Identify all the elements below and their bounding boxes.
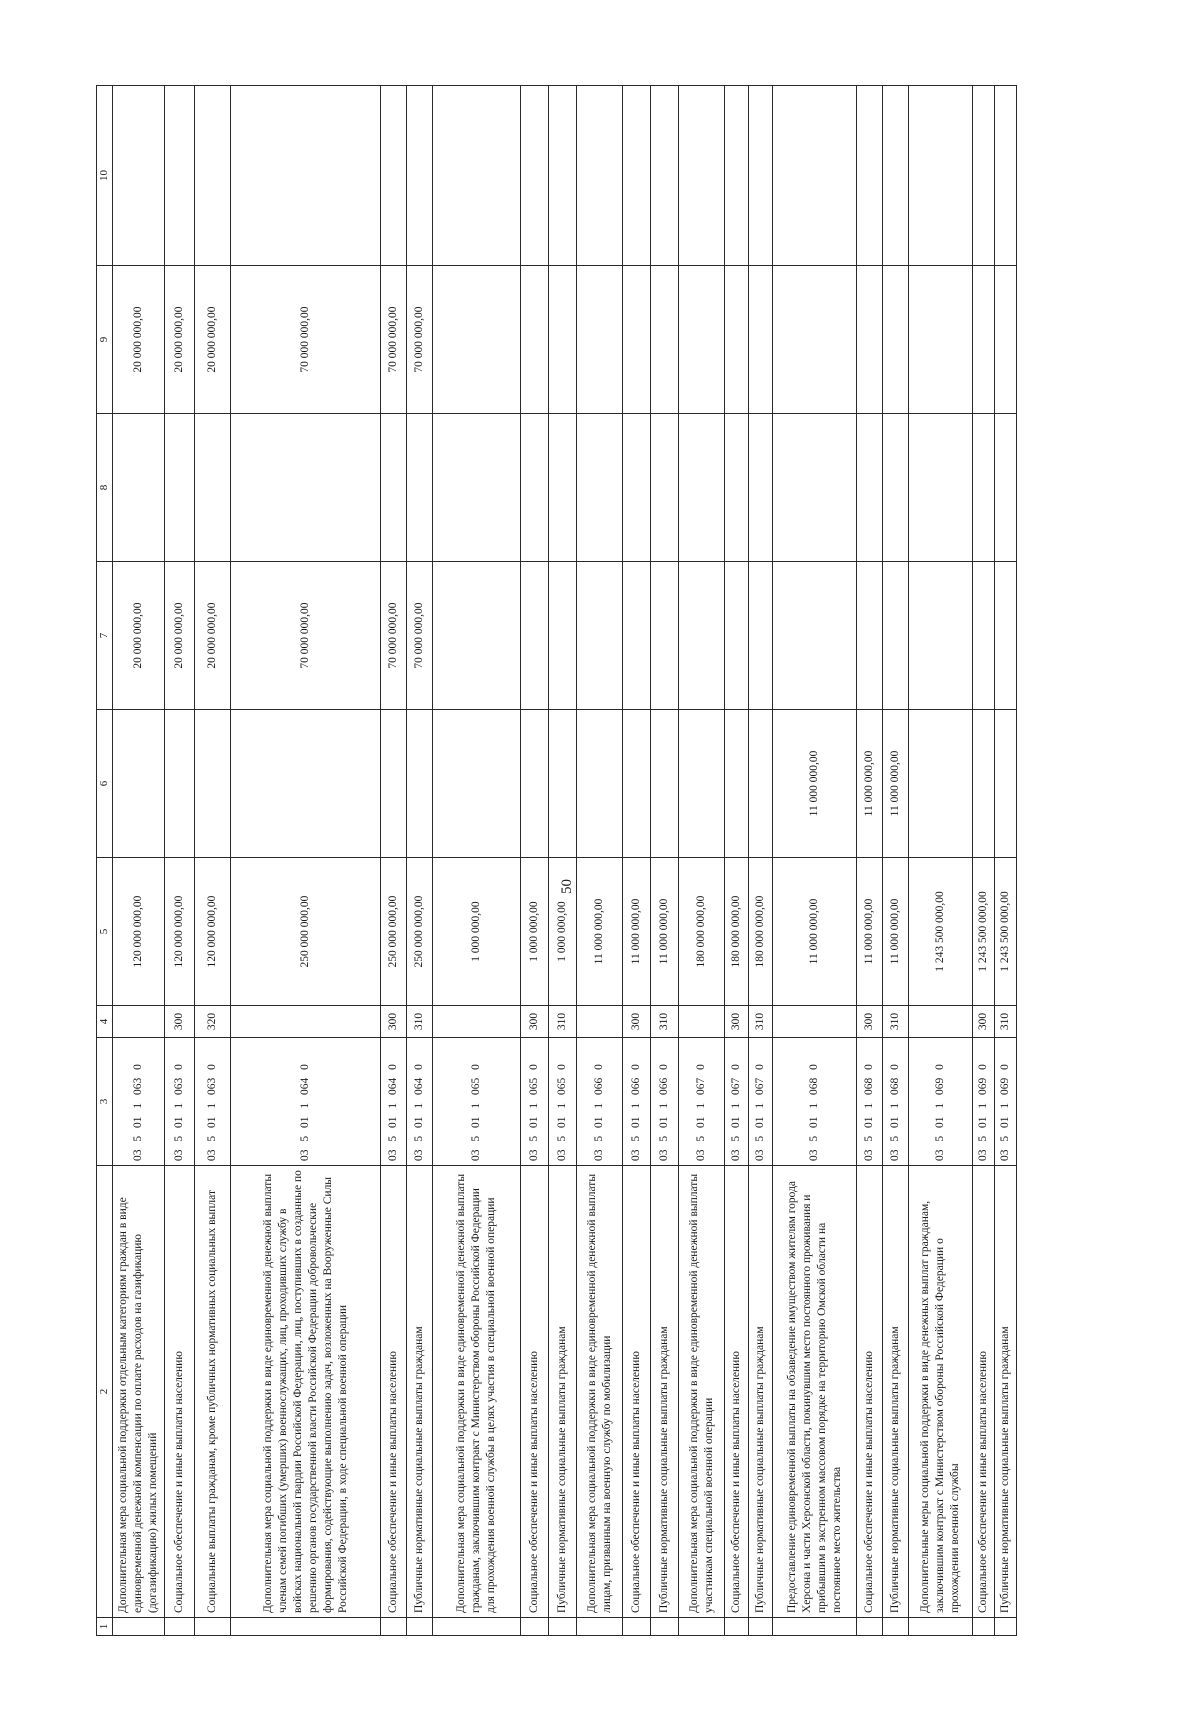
row-expense-type	[773, 1006, 857, 1038]
row-amount-col8	[773, 414, 857, 562]
row-amount-col6	[973, 710, 995, 858]
row-index-cell	[749, 1618, 773, 1636]
row-amount-col10	[113, 86, 165, 266]
row-amount-col7	[995, 562, 1017, 710]
row-description: Социальные выплаты гражданам, кроме публичных нормативных социальных выплат	[195, 1166, 231, 1618]
row-amount-col9	[623, 266, 651, 414]
row-amount-col7	[725, 562, 749, 710]
row-amount-col5: 120 000 000,00	[113, 858, 165, 1006]
row-amount-col10	[679, 86, 725, 266]
row-description: Дополнительная мера социальной поддержки в виде единовременной денежной выплаты гражданам, заключившим контракт с Министерством обороны Российской Федерации для прохождения военной службы в целях участия в специальной военной операции	[433, 1166, 521, 1618]
row-amount-col8	[549, 414, 577, 562]
row-amount-col9: 70 000 000,00	[407, 266, 433, 414]
row-expense-type: 310	[407, 1006, 433, 1038]
row-amount-col9	[995, 266, 1017, 414]
table-row	[749, 86, 773, 1636]
table-row	[651, 86, 679, 1636]
row-amount-col10	[407, 86, 433, 266]
table-row	[857, 86, 883, 1636]
row-amount-col7: 20 000 000,00	[195, 562, 231, 710]
row-description: Дополнительная мера социальной поддержки в виде единовременной денежной выплаты лицам, призванным на военную службу по мобилизации	[577, 1166, 623, 1618]
row-index-cell	[165, 1618, 195, 1636]
row-expense-type: 300	[381, 1006, 407, 1038]
row-code: 03 5 01 1 067 0	[679, 1038, 725, 1166]
row-amount-col6	[623, 710, 651, 858]
row-amount-col6	[725, 710, 749, 858]
row-index-cell	[195, 1618, 231, 1636]
row-expense-type	[577, 1006, 623, 1038]
row-amount-col7	[549, 562, 577, 710]
row-index-cell	[407, 1618, 433, 1636]
budget-table	[96, 85, 1017, 1636]
row-code: 03 5 01 1 069 0	[909, 1038, 973, 1166]
row-index-cell	[381, 1618, 407, 1636]
row-expense-type	[113, 1006, 165, 1038]
row-amount-col10	[165, 86, 195, 266]
row-code: 03 5 01 1 065 0	[433, 1038, 521, 1166]
row-code: 03 5 01 1 069 0	[973, 1038, 995, 1166]
row-expense-type: 310	[651, 1006, 679, 1038]
table-row	[113, 86, 165, 1636]
row-amount-col5: 120 000 000,00	[165, 858, 195, 1006]
row-amount-col9	[725, 266, 749, 414]
row-code: 03 5 01 1 063 0	[195, 1038, 231, 1166]
table-row	[773, 86, 857, 1636]
row-amount-col8	[407, 414, 433, 562]
row-index-cell	[995, 1618, 1017, 1636]
row-amount-col5: 250 000 000,00	[407, 858, 433, 1006]
row-amount-col9: 20 000 000,00	[165, 266, 195, 414]
row-amount-col10	[883, 86, 909, 266]
row-code: 03 5 01 1 063 0	[113, 1038, 165, 1166]
row-amount-col10	[725, 86, 749, 266]
table-row	[623, 86, 651, 1636]
row-amount-col7	[883, 562, 909, 710]
row-amount-col6	[651, 710, 679, 858]
row-amount-col7: 20 000 000,00	[113, 562, 165, 710]
row-description: Социальное обеспечение и иные выплаты населению	[381, 1166, 407, 1618]
row-amount-col5: 11 000 000,00	[577, 858, 623, 1006]
row-amount-col7: 70 000 000,00	[231, 562, 381, 710]
row-expense-type: 300	[521, 1006, 549, 1038]
table-row	[521, 86, 549, 1636]
table-row	[679, 86, 725, 1636]
row-amount-col8	[577, 414, 623, 562]
row-amount-col10	[857, 86, 883, 266]
row-index-cell	[651, 1618, 679, 1636]
row-amount-col9	[679, 266, 725, 414]
row-amount-col9	[577, 266, 623, 414]
row-description: Предоставление единовременной выплаты на обзаведение имуществом жителям города Херсона и части Херсонской области, покинувшим место постоянного проживания и прибывшим в экстренном массовом порядке на территорию Омской области на постоянное место жительства	[773, 1166, 857, 1618]
column-header-1: 1	[97, 1618, 113, 1636]
row-amount-col8	[679, 414, 725, 562]
row-amount-col8	[995, 414, 1017, 562]
row-index-cell	[623, 1618, 651, 1636]
row-code: 03 5 01 1 069 0	[995, 1038, 1017, 1166]
row-amount-col6: 11 000 000,00	[773, 710, 857, 858]
row-amount-col7	[909, 562, 973, 710]
row-code: 03 5 01 1 065 0	[549, 1038, 577, 1166]
row-code: 03 5 01 1 064 0	[407, 1038, 433, 1166]
column-header-10: 10	[97, 86, 113, 266]
row-amount-col10	[623, 86, 651, 266]
row-amount-col7	[973, 562, 995, 710]
rotated-table-wrapper	[96, 86, 1126, 1636]
row-expense-type: 310	[549, 1006, 577, 1038]
row-amount-col8	[909, 414, 973, 562]
row-expense-type: 300	[165, 1006, 195, 1038]
row-amount-col5: 250 000 000,00	[381, 858, 407, 1006]
row-amount-col10	[909, 86, 973, 266]
row-amount-col9	[749, 266, 773, 414]
row-amount-col9	[521, 266, 549, 414]
row-amount-col8	[651, 414, 679, 562]
table-row	[995, 86, 1017, 1636]
row-amount-col8	[433, 414, 521, 562]
row-amount-col8	[113, 414, 165, 562]
row-amount-col5: 180 000 000,00	[679, 858, 725, 1006]
row-amount-col5: 1 243 500 000,00	[909, 858, 973, 1006]
row-amount-col9	[549, 266, 577, 414]
row-expense-type	[909, 1006, 973, 1038]
row-amount-col7	[773, 562, 857, 710]
row-amount-col7	[679, 562, 725, 710]
row-code: 03 5 01 1 063 0	[165, 1038, 195, 1166]
row-amount-col6	[195, 710, 231, 858]
column-header-2: 2	[97, 1166, 113, 1618]
row-amount-col10	[381, 86, 407, 266]
row-amount-col9	[857, 266, 883, 414]
row-amount-col9: 20 000 000,00	[113, 266, 165, 414]
row-description: Социальное обеспечение и иные выплаты населению	[521, 1166, 549, 1618]
table-row	[165, 86, 195, 1636]
row-code: 03 5 01 1 068 0	[883, 1038, 909, 1166]
row-index-cell	[725, 1618, 749, 1636]
table-row	[577, 86, 623, 1636]
row-expense-type: 310	[995, 1006, 1017, 1038]
row-amount-col8	[231, 414, 381, 562]
row-amount-col7	[433, 562, 521, 710]
table-row	[407, 86, 433, 1636]
row-description: Дополнительная мера социальной поддержки в виде единовременной денежной выплаты членам семей погибших (умерших) военнослужащих, лиц, проходивших службу в войсках национальной гвардии Российской Федерации, лиц, поступивших в созданные по решению органов государственной власти Российской Федерации добровольческие формирования, содействующие выполнению задач, возложенных на Вооруженные Силы Российской Федерации, в ходе специальной военной операции	[231, 1166, 381, 1618]
row-amount-col5: 120 000 000,00	[195, 858, 231, 1006]
table-row	[433, 86, 521, 1636]
row-amount-col7	[651, 562, 679, 710]
table-row	[725, 86, 749, 1636]
row-amount-col6	[995, 710, 1017, 858]
column-header-3: 3	[97, 1038, 113, 1166]
row-amount-col10	[773, 86, 857, 266]
table-row	[883, 86, 909, 1636]
row-index-cell	[883, 1618, 909, 1636]
row-index-cell	[773, 1618, 857, 1636]
row-amount-col7	[577, 562, 623, 710]
row-amount-col5: 11 000 000,00	[651, 858, 679, 1006]
row-amount-col6	[231, 710, 381, 858]
row-description: Социальное обеспечение и иные выплаты населению	[973, 1166, 995, 1618]
table-row	[231, 86, 381, 1636]
row-amount-col10	[433, 86, 521, 266]
row-amount-col5: 11 000 000,00	[623, 858, 651, 1006]
row-description: Социальное обеспечение и иные выплаты населению	[623, 1166, 651, 1618]
row-amount-col8	[195, 414, 231, 562]
row-index-cell	[113, 1618, 165, 1636]
row-amount-col7	[749, 562, 773, 710]
row-amount-col9	[883, 266, 909, 414]
row-amount-col6	[113, 710, 165, 858]
page-number: 50	[559, 879, 575, 894]
table-body	[113, 86, 1017, 1636]
row-amount-col9	[909, 266, 973, 414]
row-expense-type: 300	[973, 1006, 995, 1038]
table-row	[973, 86, 995, 1636]
row-description: Дополнительная мера социальной поддержки отдельным категориям граждан в виде единовременной денежной компенсации по оплате расходов на газификацию (догазификацию) жилых помещений	[113, 1166, 165, 1618]
row-code: 03 5 01 1 067 0	[725, 1038, 749, 1166]
row-expense-type: 300	[725, 1006, 749, 1038]
row-amount-col6	[407, 710, 433, 858]
row-expense-type: 300	[623, 1006, 651, 1038]
column-header-6: 6	[97, 710, 113, 858]
row-amount-col6: 11 000 000,00	[857, 710, 883, 858]
row-description: Публичные нормативные социальные выплаты гражданам	[549, 1166, 577, 1618]
row-amount-col9: 20 000 000,00	[195, 266, 231, 414]
row-description: Публичные нормативные социальные выплаты гражданам	[749, 1166, 773, 1618]
column-header-9: 9	[97, 266, 113, 414]
row-expense-type: 310	[749, 1006, 773, 1038]
row-code: 03 5 01 1 068 0	[773, 1038, 857, 1166]
row-amount-col5: 1 243 500 000,00	[995, 858, 1017, 1006]
row-amount-col7: 20 000 000,00	[165, 562, 195, 710]
row-amount-col7	[623, 562, 651, 710]
row-index-cell	[231, 1618, 381, 1636]
table-header	[97, 86, 113, 1636]
row-amount-col6	[749, 710, 773, 858]
row-code: 03 5 01 1 064 0	[381, 1038, 407, 1166]
row-amount-col10	[995, 86, 1017, 266]
row-amount-col6	[521, 710, 549, 858]
row-index-cell	[521, 1618, 549, 1636]
row-amount-col9: 70 000 000,00	[381, 266, 407, 414]
row-index-cell	[679, 1618, 725, 1636]
row-amount-col5: 11 000 000,00	[857, 858, 883, 1006]
row-amount-col5: 1 000 000,00	[433, 858, 521, 1006]
row-amount-col8	[165, 414, 195, 562]
table-row	[909, 86, 973, 1636]
row-amount-col5: 180 000 000,00	[725, 858, 749, 1006]
row-amount-col10	[549, 86, 577, 266]
row-expense-type: 300	[857, 1006, 883, 1038]
row-description: Социальное обеспечение и иные выплаты населению	[725, 1166, 749, 1618]
row-amount-col9: 70 000 000,00	[231, 266, 381, 414]
row-expense-type: 320	[195, 1006, 231, 1038]
row-code: 03 5 01 1 068 0	[857, 1038, 883, 1166]
row-amount-col8	[623, 414, 651, 562]
row-amount-col6	[381, 710, 407, 858]
row-amount-col8	[521, 414, 549, 562]
row-code: 03 5 01 1 066 0	[651, 1038, 679, 1166]
row-amount-col5: 1 243 500 000,00	[973, 858, 995, 1006]
row-amount-col8	[381, 414, 407, 562]
row-amount-col6	[577, 710, 623, 858]
row-description: Социальное обеспечение и иные выплаты населению	[857, 1166, 883, 1618]
table-row	[549, 86, 577, 1636]
row-code: 03 5 01 1 064 0	[231, 1038, 381, 1166]
row-amount-col6: 11 000 000,00	[883, 710, 909, 858]
row-amount-col8	[857, 414, 883, 562]
row-description: Дополнительные меры социальной поддержки в виде денежных выплат гражданам, заключившим контракт с Министерством обороны Российской Федерации о прохождении военной службы	[909, 1166, 973, 1618]
row-amount-col6	[165, 710, 195, 858]
row-code: 03 5 01 1 066 0	[623, 1038, 651, 1166]
row-amount-col9	[651, 266, 679, 414]
row-expense-type	[231, 1006, 381, 1038]
row-amount-col10	[651, 86, 679, 266]
row-amount-col10	[195, 86, 231, 266]
row-index-cell	[577, 1618, 623, 1636]
column-header-5: 5	[97, 858, 113, 1006]
row-amount-col5: 11 000 000,00	[773, 858, 857, 1006]
row-description: Социальное обеспечение и иные выплаты населению	[165, 1166, 195, 1618]
row-amount-col9	[773, 266, 857, 414]
row-description: Публичные нормативные социальные выплаты гражданам	[651, 1166, 679, 1618]
row-amount-col10	[521, 86, 549, 266]
row-expense-type: 310	[883, 1006, 909, 1038]
row-amount-col6	[679, 710, 725, 858]
row-amount-col7: 70 000 000,00	[407, 562, 433, 710]
row-amount-col10	[231, 86, 381, 266]
column-header-4: 4	[97, 1006, 113, 1038]
row-amount-col10	[577, 86, 623, 266]
row-index-cell	[973, 1618, 995, 1636]
row-amount-col6	[433, 710, 521, 858]
row-amount-col9	[433, 266, 521, 414]
row-amount-col7: 70 000 000,00	[381, 562, 407, 710]
row-amount-col8	[725, 414, 749, 562]
row-amount-col5: 11 000 000,00	[883, 858, 909, 1006]
row-index-cell	[549, 1618, 577, 1636]
row-amount-col9	[973, 266, 995, 414]
row-amount-col6	[549, 710, 577, 858]
row-code: 03 5 01 1 065 0	[521, 1038, 549, 1166]
row-index-cell	[909, 1618, 973, 1636]
header-row	[97, 86, 113, 1636]
table-row	[381, 86, 407, 1636]
row-amount-col10	[973, 86, 995, 266]
row-description: Публичные нормативные социальные выплаты гражданам	[407, 1166, 433, 1618]
row-index-cell	[433, 1618, 521, 1636]
row-code: 03 5 01 1 066 0	[577, 1038, 623, 1166]
row-amount-col5: 1 000 000,00	[521, 858, 549, 1006]
row-code: 03 5 01 1 067 0	[749, 1038, 773, 1166]
row-amount-col6	[909, 710, 973, 858]
row-amount-col10	[749, 86, 773, 266]
row-expense-type	[679, 1006, 725, 1038]
row-description: Публичные нормативные социальные выплаты гражданам	[883, 1166, 909, 1618]
row-amount-col7	[521, 562, 549, 710]
row-amount-col8	[973, 414, 995, 562]
row-amount-col8	[749, 414, 773, 562]
row-amount-col5: 180 000 000,00	[749, 858, 773, 1006]
row-amount-col5: 1 000 000,00	[549, 858, 577, 1006]
row-expense-type	[433, 1006, 521, 1038]
table-row	[195, 86, 231, 1636]
column-header-7: 7	[97, 562, 113, 710]
row-index-cell	[857, 1618, 883, 1636]
row-description: Публичные нормативные социальные выплаты гражданам	[995, 1166, 1017, 1618]
row-amount-col7	[857, 562, 883, 710]
row-amount-col8	[883, 414, 909, 562]
column-header-8: 8	[97, 414, 113, 562]
row-description: Дополнительная мера социальной поддержки в виде единовременной денежной выплаты участникам специальной военной операции	[679, 1166, 725, 1618]
row-amount-col5: 250 000 000,00	[231, 858, 381, 1006]
